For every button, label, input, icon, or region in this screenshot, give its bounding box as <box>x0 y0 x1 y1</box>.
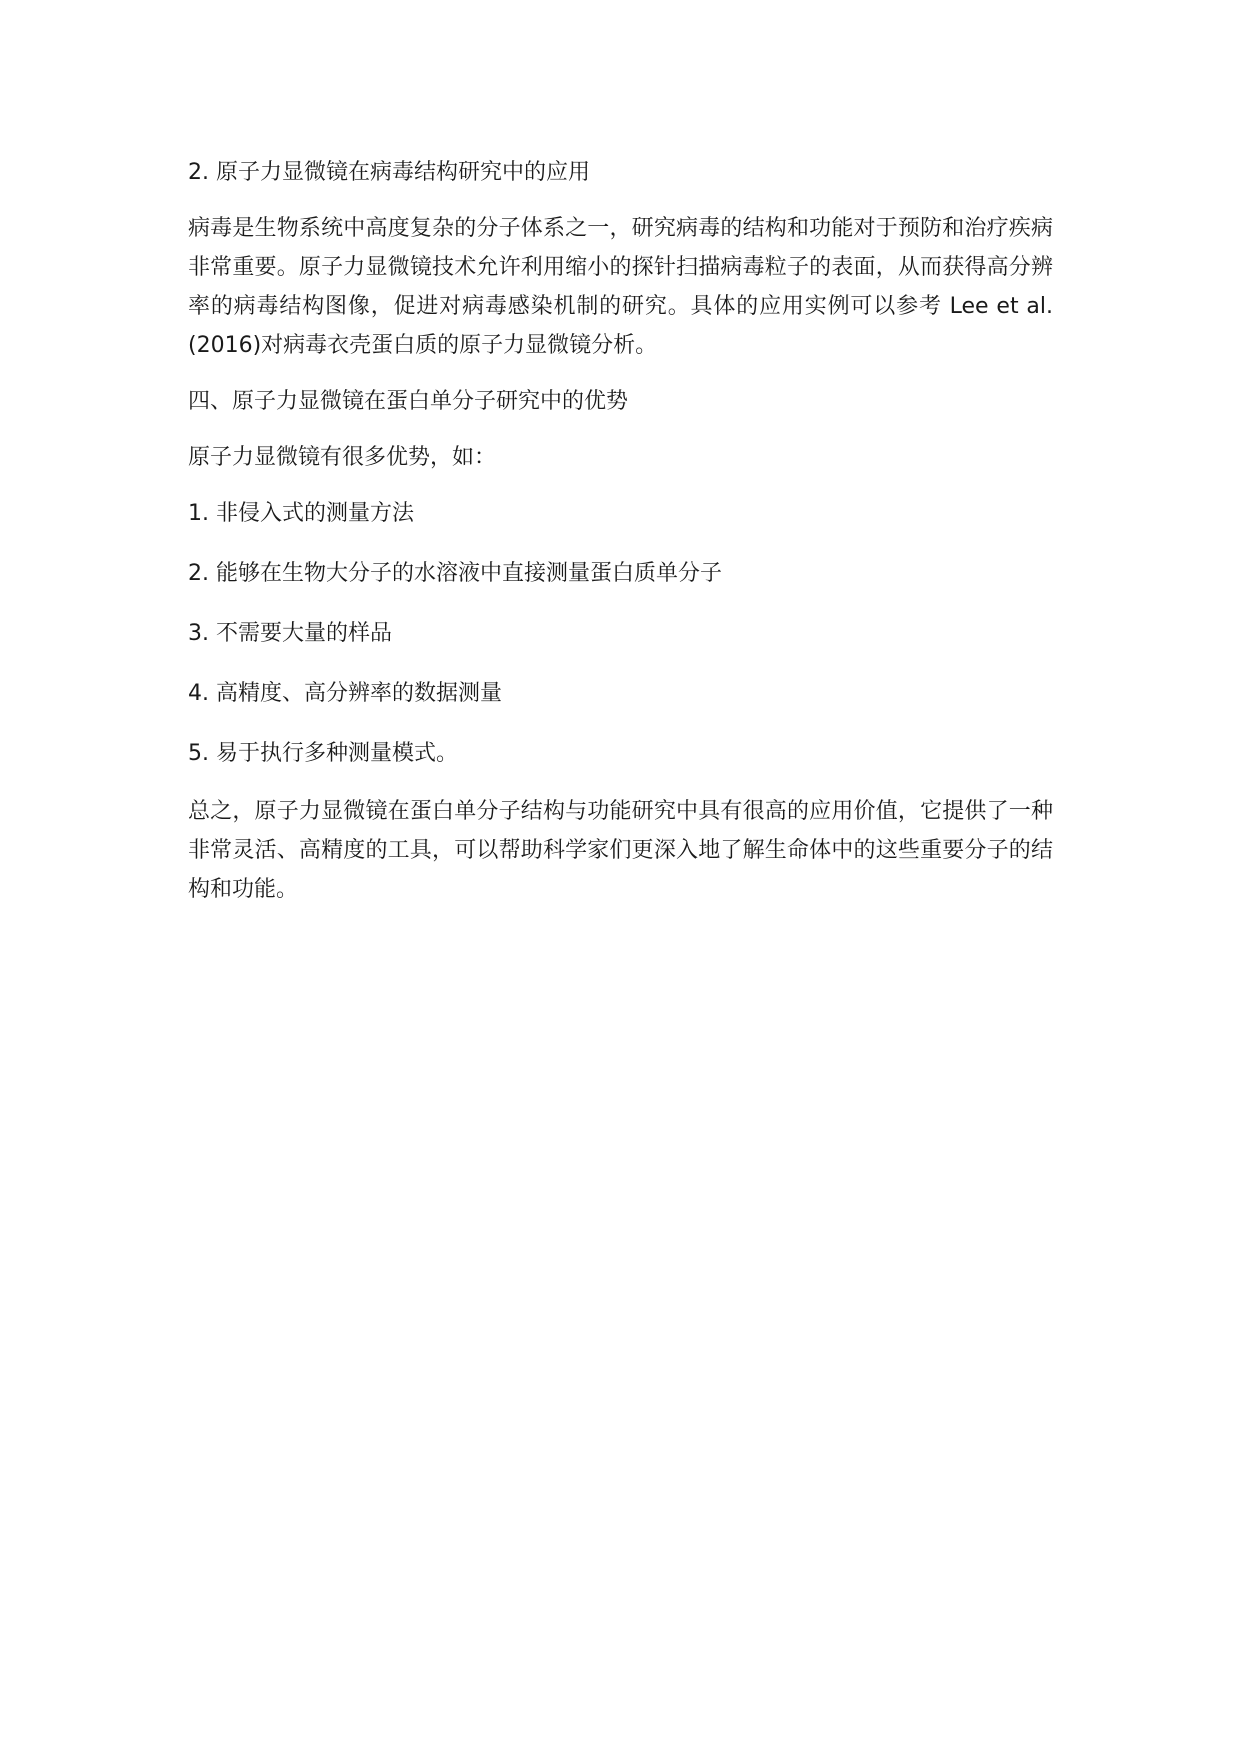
advantages-list <box>188 494 1053 773</box>
list-item: 2. 能够在生物大分子的水溶液中直接测量蛋白质单分子 <box>188 561 722 586</box>
list-item: 3. 不需要大量的样品 <box>188 621 392 646</box>
section-heading: 四、原子力显微镜在蛋白单分子研究中的优势 <box>188 389 629 414</box>
virus-paragraph: 病毒是生物系统中高度复杂的分子体系之一，研究病毒的结构和功能对于预防和治疗疾病非常重要。原子力显微镜技术允许利用缩小的探针扫描病毒粒子的表面，从而获得高分辨率的病毒结构图像，促进对病毒感染机制的研究。具体的应用实例可以参考 Lee et al. (2016)对病毒衣壳蛋白质的原子力显微镜分析。 <box>188 216 1053 358</box>
advantages-intro: 原子力显微镜有很多优势，如： <box>188 445 497 470</box>
subsection-heading: 2. 原子力显微镜在病毒结构研究中的应用 <box>188 160 590 185</box>
list-item: 4. 高精度、高分辨率的数据测量 <box>188 681 502 706</box>
list-item: 1. 非侵入式的测量方法 <box>188 501 414 526</box>
list-item: 5. 易于执行多种测量模式。 <box>188 741 458 766</box>
document-page <box>188 153 1053 909</box>
summary-paragraph: 总之，原子力显微镜在蛋白单分子结构与功能研究中具有很高的应用价值，它提供了一种非常灵活、高精度的工具，可以帮助科学家们更深入地了解生命体中的这些重要分子的结构和功能。 <box>188 799 1053 902</box>
